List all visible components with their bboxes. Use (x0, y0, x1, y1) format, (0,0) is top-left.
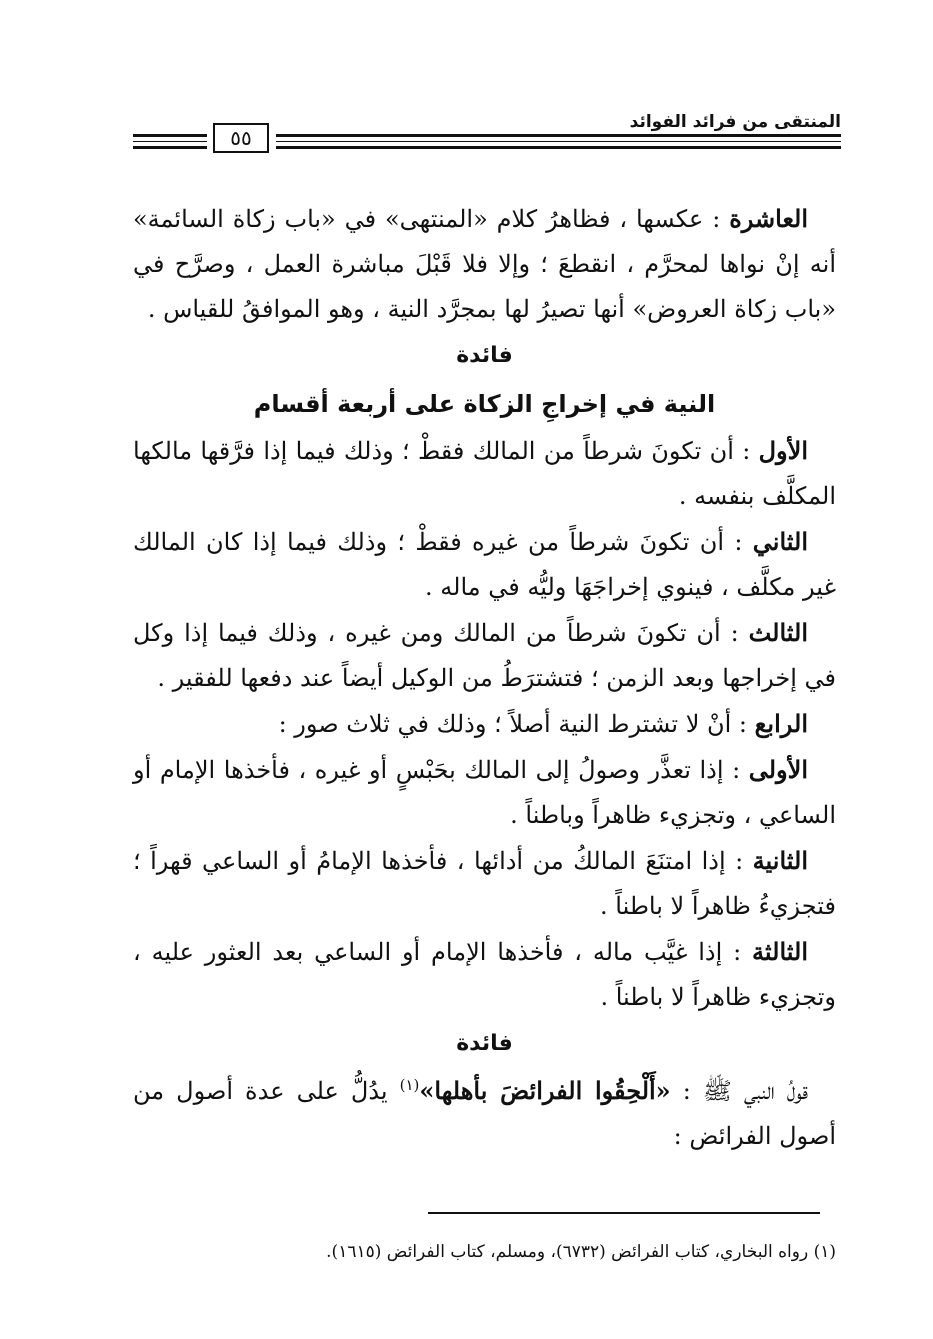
section-heading: فائدة (456, 1031, 513, 1056)
paragraph (133, 519, 836, 610)
header-rule (276, 134, 841, 137)
paragraph-text: : عكسها ، فظاهرُ كلام «المنتهى» في «باب زكاة السائمة» أنه إنْ نواها لمحرَّم ، انقطعَ ؛ وإلا فلا قَبْلَ مباشرة العمل ، وصرَّح في «باب زكاة العروض» أنها تصيرُ لها بمجرَّد النية ، وهو الموافقُ للقياس . (133, 205, 836, 323)
paragraph-text: : إذا غيَّب ماله ، فأخذها الإمام أو الساعي بعد العثور عليه ، وتجزيء ظاهراً لا باطناً . (133, 938, 836, 1011)
paragraph (133, 838, 836, 929)
paragraph-text: : أن تكونَ شرطاً من المالك فقطْ ؛ وذلك فيما إذا فرَّقها مالكها المكلَّف بنفسه . (133, 437, 836, 510)
paragraph-text: : أنْ لا تشترط النية أصلاً ؛ وذلك في ثلاث صور : (278, 710, 755, 738)
header-rule (276, 141, 841, 142)
paragraph-lead: الثالثة (752, 937, 808, 966)
paragraph-lead: الأول (758, 436, 808, 465)
section-heading: فائدة (456, 343, 513, 368)
paragraph (133, 701, 836, 747)
section-heading: النية في إخراجِ الزكاة على أربعة أقسام (253, 390, 716, 418)
paragraph-lead: الثالث (748, 618, 808, 647)
paragraph-lead: الرابع (754, 709, 808, 738)
paragraph (133, 1068, 836, 1159)
paragraph-lead: العاشرة (729, 204, 808, 233)
paragraph-text: قولُ النبي ﷺ : (670, 1077, 808, 1105)
paragraph (133, 747, 836, 838)
running-title: المنتقى من فرائد الفوائد (629, 112, 841, 132)
paragraph (133, 428, 836, 519)
paragraph (133, 196, 836, 332)
paragraph (133, 929, 836, 1020)
paragraph-text: يدُلُّ على عدة أصول من أصول الفرائض : (133, 1077, 836, 1150)
paragraph-lead: الأولى (748, 755, 808, 784)
header-rule (133, 134, 207, 137)
paragraph-lead: الثاني (752, 527, 808, 556)
footnote-separator (428, 1212, 820, 1214)
footnote-mark[interactable]: (١) (399, 1076, 420, 1094)
header-rule (133, 146, 207, 149)
footnote: (١) رواه البخاري، كتاب الفرائض (٦٧٣٢)، ومسلم، كتاب الفرائض (١٦١٥). (326, 1242, 836, 1262)
header-rule (276, 146, 841, 149)
paragraph (133, 610, 836, 701)
header-rule (133, 141, 207, 142)
page-number: ٥٥ (213, 123, 269, 153)
paragraph-text: : إذا تعذَّر وصولُ إلى المالك بحَبْسٍ أو غيره ، فأخذها الإمام أو الساعي ، وتجزيء ظاهراً وباطناً . (133, 756, 836, 829)
paragraph-text: : أن تكونَ شرطاً من غيره فقطْ ؛ وذلك فيما إذا كان المالك غير مكلَّف ، فينوي إخراجَهَا وليُّه في ماله . (133, 528, 836, 601)
main-text (133, 196, 836, 1159)
paragraph-lead: الثانية (752, 846, 808, 875)
paragraph-text: : إذا امتنَعَ المالكُ من أدائها ، فأخذها الإمامُ أو الساعي قهراً ؛ فتجزيءُ ظاهراً لا باطناً . (133, 847, 836, 920)
hadith-quote: «أَلْحِقُوا الفرائضَ بأهلها» (419, 1076, 671, 1105)
paragraph-text: : أن تكونَ شرطاً من المالك ومن غيره ، وذلك فيما إذا وكل في إخراجها وبعد الزمن ؛ فتشترَطُ من الوكيل أيضاً عند دفعها للفقير . (133, 619, 836, 692)
